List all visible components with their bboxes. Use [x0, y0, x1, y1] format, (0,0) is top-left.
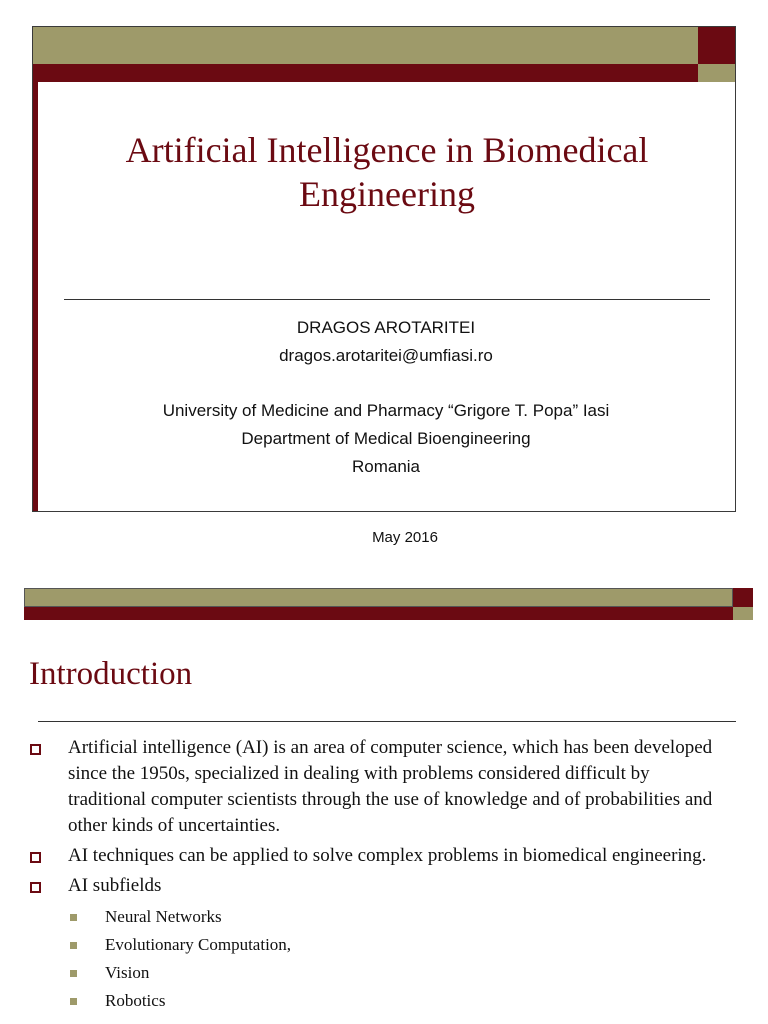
slide2-olive-bar: [24, 588, 733, 607]
subbullet-text: Neural Networks: [105, 907, 222, 926]
filled-square-bullet-icon: [70, 998, 77, 1005]
subbullet-text: Robotics: [105, 991, 166, 1010]
header-maroon-square: [698, 27, 735, 64]
filled-square-bullet-icon: [70, 970, 77, 977]
subbullet-item: [30, 903, 730, 931]
subbullet-item: [30, 959, 730, 987]
header-maroon-bar: [33, 64, 698, 82]
hollow-square-bullet-icon: [30, 882, 41, 893]
author-email: dragos.arotaritei@umfiasi.ro: [279, 346, 493, 365]
bullet-item: [30, 843, 730, 869]
bullet-item: [30, 735, 730, 839]
slide2-maroon-square: [733, 588, 753, 607]
slide2-maroon-bar: [24, 607, 733, 620]
subbullet-list: [30, 903, 730, 1015]
subbullet-item: [30, 931, 730, 959]
slide2-olive-square: [733, 607, 753, 620]
author-name: DRAGOS AROTARITEI: [296, 318, 476, 337]
bullet-list: [30, 735, 730, 1015]
bullet-text: Artificial intelligence (AI) is an area of computer science, which has been developed since the 1950s, specialized in dealing with problems considered difficult by traditional computer scientists through the use of knowledge and of probabilities and other kinds of uncertainties.: [68, 737, 713, 836]
filled-square-bullet-icon: [70, 942, 77, 949]
bullet-text: AI techniques can be applied to solve complex problems in biomedical engineering.: [68, 845, 707, 866]
department-name: Department of Medical Bioengineering: [241, 429, 531, 448]
bullet-text: AI subfields: [68, 875, 162, 896]
filled-square-bullet-icon: [70, 914, 77, 921]
hollow-square-bullet-icon: [30, 744, 41, 755]
university-name: University of Medicine and Pharmacy “Grigore T. Popa” Iasi: [162, 401, 610, 420]
header-olive-bar: [33, 27, 698, 64]
country-name: Romania: [351, 457, 421, 476]
header-olive-square: [698, 64, 735, 82]
hollow-square-bullet-icon: [30, 852, 41, 863]
heading-divider: [38, 721, 736, 722]
presentation-date: May 2016: [372, 529, 438, 546]
subbullet-text: Evolutionary Computation,: [105, 935, 292, 954]
bullet-item: [30, 873, 730, 899]
subbullet-item: [30, 987, 730, 1015]
subbullet-text: Vision: [105, 963, 150, 982]
slide2-heading: Introduction: [29, 656, 193, 692]
left-accent-stripe: [33, 82, 38, 511]
title-divider: [64, 299, 710, 300]
slide-title: Artificial Intelligence in Biomedical Engineering: [125, 130, 649, 214]
